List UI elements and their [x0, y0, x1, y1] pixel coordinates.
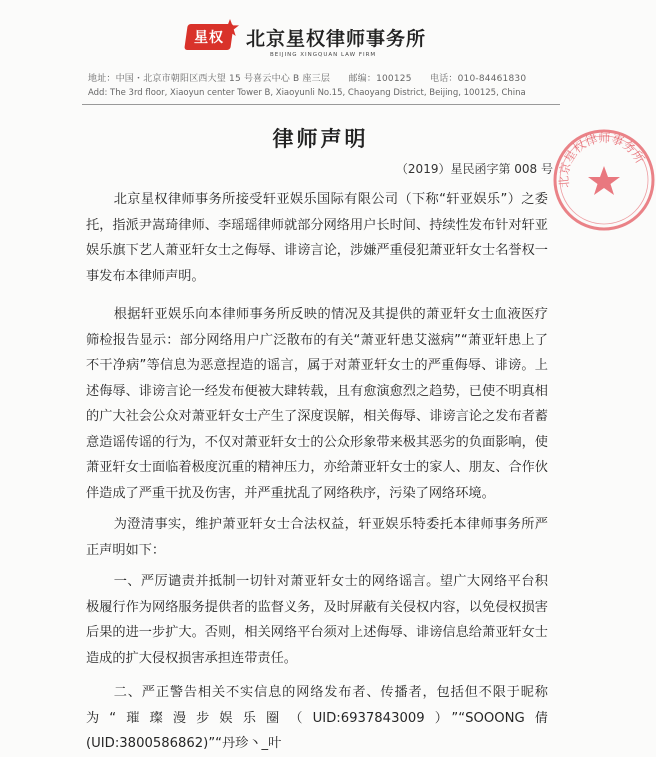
firm-name-en: BEIJING XINGQUAN LAW FIRM — [270, 52, 377, 58]
paragraph-facts: 根据轩亚娱乐向本律师事务所反映的情况及其提供的萧亚轩女士血液医疗筛检报告显示：部分网络用户广泛散布的有关“萧亚轩患艾滋病”“萧亚轩患上了不干净病”等信息为恶意捏造的谣言，属于对萧亚轩女士的严重侮辱、诽谤。上述侮辱、诽谤言论一经发布便被大肆转载，且有愈演愈烈之趋势，已使不明真相的广大社会公众对萧亚轩女士产生了深度误解，相关侮辱、诽谤言论之发布者蓄意造谣传谣的行为，不仅对萧亚轩女士的公众形象带来极其恶劣的负面影响，使萧亚轩女士面临着极度沉重的精神压力，亦给萧亚轩女士的家人、朋友、合作伙伴造成了严重干扰及伤害，并严重扰乱了网络秩序，污染了网络环境。 — [86, 307, 548, 501]
official-seal — [552, 128, 656, 232]
paragraph-statement-lead: 为澄清事实，维护萧亚轩女士合法权益，轩亚娱乐特委托本律师事务所严正声明如下： — [86, 517, 548, 558]
document-title: 律师声明 — [272, 127, 369, 151]
document-number: （2019）星民函字第 008 号 — [395, 162, 553, 176]
firm-name: 北京星权律师事务所 — [246, 28, 427, 50]
logo-text: 星权 — [194, 30, 224, 46]
paragraph-clause-two: 二、严正警告相关不实信息的网络发布者、传播者，包括但不限于昵称为“璀璨漫步娱乐圈（UID:6937843009）”“SOOONG倩(UID:3800586862)”“丹珍丶_叶 — [86, 685, 548, 751]
letterhead — [0, 18, 641, 58]
star-icon — [220, 18, 240, 38]
header-divider — [82, 104, 560, 105]
address-en: Add: The 3rd floor, Xiaoyun center Tower B, Xiaoyunli No.15, Chaoyang District, Beijing, 100125, China — [88, 88, 526, 98]
paragraph-intro: 北京星权律师事务所接受轩亚娱乐国际有限公司（下称“轩亚娱乐”）之委托，指派尹嵩琦律师、李瑶瑶律师就部分网络用户长时间、持续性发布针对轩亚娱乐旗下艺人萧亚轩女士之侮辱、诽谤言论，涉嫌严重侵犯萧亚轩女士名誉权一事发布本律师声明。 — [86, 192, 548, 284]
address-cn: 地址：中国・北京市朝阳区西大望 15 号喜云中心 B 座三层 邮编：100125 电话：010-84461830 — [88, 74, 527, 84]
paragraph-clause-one: 一、严厉谴责并抵制一切针对萧亚轩女士的网络谣言。望广大网络平台积极履行作为网络服务提供者的监督义务，及时屏蔽有关侵权内容，以免侵权损害后果的进一步扩大。否则，相关网络平台须对上述侮辱、诽谤信息给萧亚轩女士造成的扩大侵权损害承担连带责任。 — [86, 574, 548, 666]
seal-star-icon — [588, 166, 620, 195]
seal-text: 北京星权律师事务所 — [556, 131, 648, 189]
